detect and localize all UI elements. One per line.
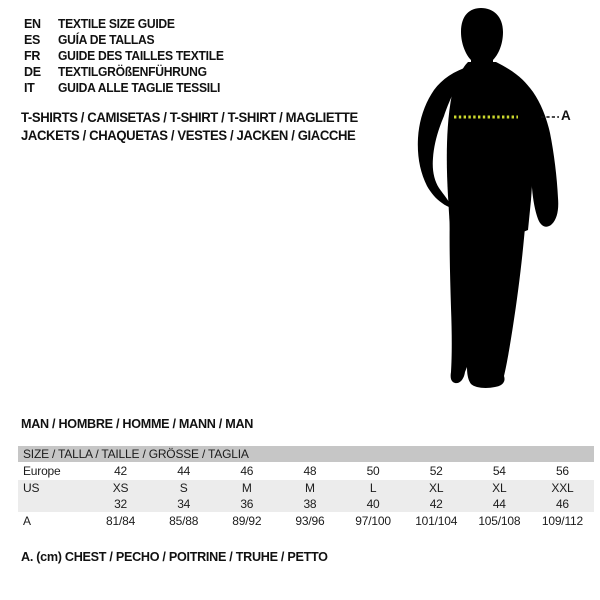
size-cell: 85/88 (169, 514, 199, 528)
man-silhouette-figure (390, 0, 600, 400)
size-cell: 52 (429, 464, 443, 478)
language-code: IT (24, 81, 35, 95)
size-cell: 48 (303, 464, 317, 478)
size-cell: 46 (240, 464, 254, 478)
size-cell: 89/92 (232, 514, 262, 528)
size-cell: 56 (555, 464, 569, 478)
size-cell: 38 (303, 497, 317, 511)
language-list (24, 16, 229, 96)
size-cell: S (179, 481, 188, 495)
measure-label-a: A (561, 108, 571, 123)
language-row-de (24, 64, 229, 80)
size-table-header: SIZE / TALLA / TAILLE / GRÖSSE / TAGLIA (18, 446, 594, 462)
size-table (18, 446, 594, 530)
language-row-fr (24, 48, 229, 64)
size-cell: 81/84 (106, 514, 136, 528)
size-cell: 34 (177, 497, 191, 511)
size-cell: 42 (429, 497, 443, 511)
table-row-chest-cm (18, 512, 594, 530)
language-label: TEXTILGRÖßENFÜHRUNG (58, 65, 207, 79)
size-cell: 97/100 (355, 514, 391, 528)
size-cell: XS (112, 481, 129, 495)
man-silhouette (390, 0, 600, 400)
category-jackets: JACKETS / CHAQUETAS / VESTES / JACKEN / GIACCHE (21, 128, 356, 143)
size-cell: 32 (114, 497, 128, 511)
language-label: GUIDE DES TAILLES TEXTILE (58, 49, 224, 63)
size-cell: XL (429, 481, 444, 495)
language-code: EN (24, 17, 41, 31)
table-row-us (18, 480, 594, 496)
language-row-it (24, 80, 229, 96)
language-code: ES (24, 33, 41, 47)
language-row-es (24, 32, 229, 48)
size-cell: 50 (366, 464, 380, 478)
size-cell: 42 (114, 464, 128, 478)
language-label: TEXTILE SIZE GUIDE (58, 17, 175, 31)
size-cell: 109/112 (541, 514, 583, 528)
language-code: FR (24, 49, 41, 63)
row-label: A (23, 514, 31, 528)
table-row-us-numeric (18, 496, 594, 512)
language-label: GUIDA ALLE TAGLIE TESSILI (58, 81, 221, 95)
size-cell: 93/96 (295, 514, 325, 528)
language-label: GUÍA DE TALLAS (58, 33, 155, 47)
size-cell: 40 (366, 497, 380, 511)
language-code: DE (24, 65, 41, 79)
size-cell: 101/104 (415, 514, 458, 528)
size-cell: M (241, 481, 252, 495)
language-row-en (24, 16, 229, 32)
size-cell: XL (492, 481, 507, 495)
category-tshirts: T-SHIRTS / CAMISETAS / T-SHIRT / T-SHIRT / MAGLIETTE (21, 110, 358, 125)
size-cell: 44 (177, 464, 191, 478)
row-label: Europe (23, 464, 61, 478)
size-cell: 36 (240, 497, 254, 511)
garment-categories (21, 109, 368, 145)
size-cell: 54 (492, 464, 506, 478)
measure-footnote: A. (cm) CHEST / PECHO / POITRINE / TRUHE / PETTO (21, 549, 328, 564)
row-label: US (23, 481, 40, 495)
size-cell: M (305, 481, 315, 495)
size-cell: 105/108 (478, 514, 521, 528)
size-cell: 46 (555, 497, 569, 511)
section-title-man: MAN / HOMBRE / HOMME / MANN / MAN (21, 416, 254, 431)
size-cell: 44 (492, 497, 506, 511)
table-row-europe (18, 462, 594, 480)
size-cell: L (369, 481, 377, 495)
size-cell: XXL (551, 481, 574, 495)
silhouette-legs (450, 212, 526, 388)
